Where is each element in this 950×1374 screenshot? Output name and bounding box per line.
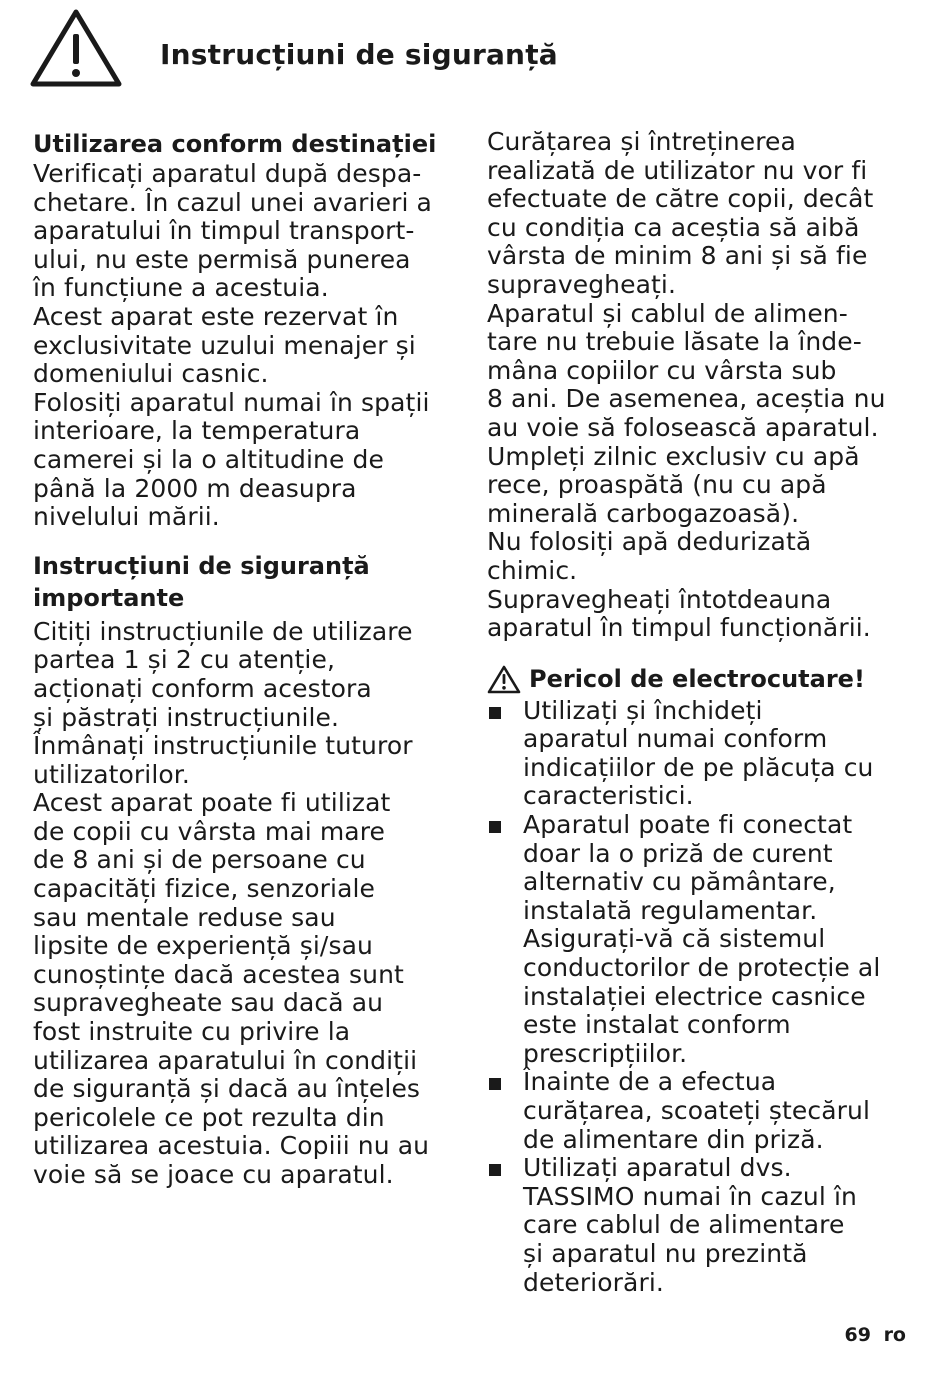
bullet-square-icon — [489, 707, 501, 719]
paragraph: Folosiți aparatul numai în spații interioare, la temperatura camerei și la o altitudine de până la 2000 m deasupra nivelului mării. — [33, 387, 430, 532]
page-title: Instrucțiuni de siguranță — [160, 38, 558, 71]
page-number-value: 69 — [844, 1324, 871, 1346]
section-heading-important-safety: Instrucțiuni de siguranță importante — [33, 551, 370, 612]
bullet-text: Utilizați și închideți aparatul numai conform indicațiilor de pe plăcuța cu caracteristici. — [523, 695, 874, 811]
paragraph: Acest aparat este rezervat în exclusivitate uzului menajer și domeniului casnic. — [33, 301, 416, 389]
list-item — [487, 811, 917, 1068]
section-heading-intended-use: Utilizarea conform destinației — [33, 130, 437, 158]
paragraph: Supravegheați întotdeauna aparatul în timpul funcționării. — [487, 584, 871, 643]
paragraph: Acest aparat poate fi utilizat de copii cu vârsta mai mare de 8 ani și de persoane cu capacități fizice, senzoriale sau mentale reduse sau lipsite de experiență și/sau cunoștințe dacă acestea sunt supravegheate sau dacă au fost instruite cu privire la utilizarea aparatului în condiții de siguranță și dacă au înțeles pericolele ce pot rezulta din utilizarea acestuia. Copiii nu au voie să se joace cu aparatul. — [33, 788, 430, 1189]
paragraph: Umpleți zilnic exclusiv cu apă rece, proaspătă (nu cu apă minerală carbogazoasă). — [487, 441, 860, 528]
paragraph: Nu folosiți apă dedurizată chimic. — [487, 527, 812, 585]
page-language: ro — [883, 1324, 906, 1346]
paragraph: Verificați aparatul după despa- chetare. În cazul unei avarieri a aparatului în timpul transport- ului, nu este permisă punerea în funcțiune a acestuia. — [33, 159, 432, 303]
bullet-list — [487, 697, 917, 1297]
danger-title: Pericol de electrocutare! — [529, 664, 865, 693]
warning-triangle-icon — [487, 664, 521, 694]
danger-heading — [487, 663, 917, 695]
list-item — [487, 1068, 917, 1154]
page-header — [28, 6, 928, 92]
paragraph: Curățarea și întreținerea realizată de utilizator nu vor fi efectuate de către copii, decât cu condiția ca aceștia să aibă vârsta de minim 8 ani și să fie supravegheați. — [487, 127, 874, 299]
left-column — [33, 128, 463, 1190]
bullet-text: Utilizați aparatul dvs. TASSIMO numai în cazul în care cablul de alimentare și aparatul nu prezintă deteriorări. — [523, 1153, 857, 1297]
bullet-square-icon — [489, 1164, 501, 1176]
warning-triangle-icon — [28, 6, 124, 88]
list-item — [487, 1154, 917, 1297]
bullet-text: Înainte de a efectua curățarea, scoateți ștecărul de alimentare din priză. — [523, 1067, 871, 1154]
list-item — [487, 697, 917, 811]
bullet-square-icon — [489, 821, 501, 833]
bullet-square-icon — [489, 1078, 501, 1090]
paragraph: Aparatul și cablul de alimen- tare nu trebuie lăsate la înde- mâna copiilor cu vârsta sub 8 ani. De asemenea, aceștia nu au voie să folosească aparatul. — [487, 298, 886, 442]
paragraph: Citiți instrucțiunile de utilizare partea 1 și 2 cu atenție, acționați conform acestora și păstrați instrucțiunile. Înmânați instrucțiunile tuturor utilizatorilor. — [33, 616, 413, 789]
page-number — [844, 1324, 906, 1346]
bullet-text: Aparatul poate fi conectat doar la o priză de curent alternativ cu pământare, instalată regulamentar. Asigurați-vă că sistemul conductorilor de protecție al instalației electrice casnice este instalat conform prescripțiilor. — [523, 810, 881, 1068]
right-column — [487, 128, 917, 1297]
